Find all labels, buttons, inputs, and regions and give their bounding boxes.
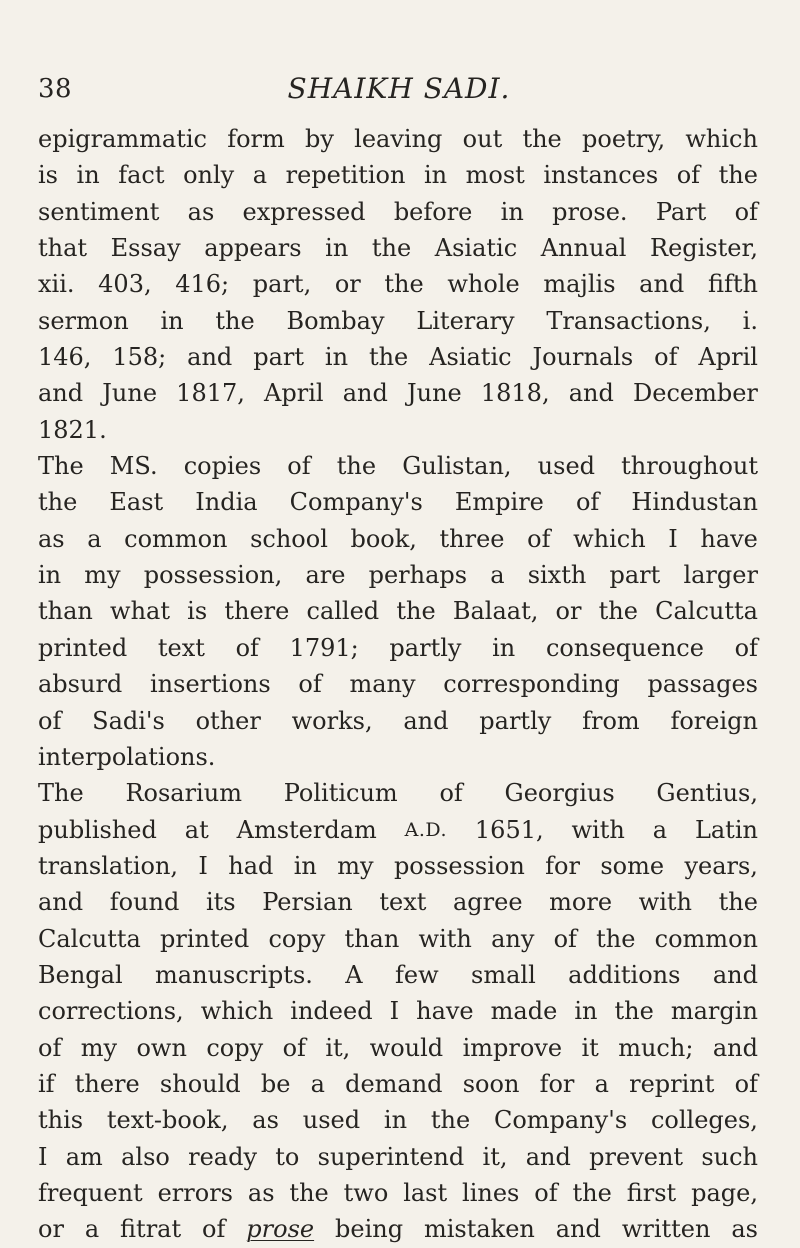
- word: which: [573, 524, 646, 553]
- word: copy: [268, 924, 326, 953]
- word: as: [187, 197, 215, 226]
- word: Asiatic: [434, 234, 518, 263]
- word: its: [205, 888, 236, 917]
- word: also: [121, 1142, 170, 1171]
- word: the: [38, 488, 78, 517]
- word: Journals: [532, 343, 634, 372]
- word: in: [383, 1106, 408, 1135]
- word: of: [202, 1215, 226, 1244]
- word: to: [275, 1142, 300, 1171]
- word: Calcutta: [655, 597, 758, 626]
- word: partly: [479, 706, 552, 735]
- word: in: [38, 561, 62, 590]
- word: before: [393, 197, 473, 226]
- word: December: [633, 379, 758, 408]
- word: Company's: [289, 488, 423, 517]
- word: is: [187, 597, 208, 626]
- word: Literary: [416, 306, 515, 335]
- text-line: [38, 339, 758, 375]
- word: part,: [252, 270, 312, 299]
- word: as: [38, 524, 65, 553]
- word: of: [575, 488, 600, 517]
- word: part: [253, 343, 304, 372]
- word: this: [38, 1106, 84, 1135]
- text-line: [38, 412, 758, 448]
- word: for: [545, 851, 580, 880]
- word: insertions: [150, 670, 271, 699]
- word: printed: [160, 924, 250, 953]
- word: soon: [462, 1069, 520, 1098]
- word: a: [594, 1069, 609, 1098]
- word: foreign: [670, 706, 758, 735]
- word: published: [38, 815, 157, 844]
- word: used: [302, 1106, 361, 1135]
- word: appears: [204, 234, 302, 263]
- word: text-book,: [106, 1106, 229, 1135]
- word: of: [553, 924, 577, 953]
- word: own: [136, 1033, 187, 1062]
- word: Persian: [262, 888, 353, 917]
- text-line: [38, 884, 758, 920]
- word: have: [700, 524, 758, 553]
- word: expressed: [242, 197, 366, 226]
- word: in: [500, 197, 524, 226]
- word: April: [698, 343, 758, 372]
- text-line: [38, 666, 758, 702]
- word: Calcutta: [38, 924, 141, 953]
- word: and: [187, 343, 233, 372]
- word: there: [224, 597, 290, 626]
- word: of: [298, 670, 322, 699]
- text-line: [38, 1211, 758, 1247]
- word: the: [718, 161, 758, 190]
- word: I: [668, 524, 678, 553]
- word: superintend: [317, 1142, 465, 1171]
- text-line: [38, 557, 758, 593]
- word: whole: [447, 270, 520, 299]
- word: the: [596, 924, 636, 953]
- word: there: [74, 1069, 140, 1098]
- word: partly: [389, 633, 462, 662]
- word: possession,: [143, 561, 283, 590]
- text-line: [38, 1102, 758, 1138]
- word: Bombay: [286, 306, 385, 335]
- word: of: [38, 706, 62, 735]
- text-line: [38, 521, 758, 557]
- word: part: [609, 561, 661, 590]
- word: if: [38, 1069, 55, 1098]
- word: manuscripts.: [155, 960, 313, 989]
- word: only: [183, 161, 235, 190]
- word: 146,: [38, 343, 92, 372]
- text-line: [38, 1066, 758, 1102]
- word: ready: [188, 1142, 258, 1171]
- text-line: [38, 812, 758, 848]
- word: A: [345, 960, 363, 989]
- word: what: [110, 597, 170, 626]
- word: prevent: [589, 1142, 684, 1171]
- word: by: [305, 125, 334, 153]
- word: repetition: [285, 161, 406, 190]
- word: epigrammatic: [38, 125, 207, 153]
- word: in: [423, 161, 448, 190]
- text-line: [38, 484, 758, 520]
- word: corrections,: [38, 997, 184, 1026]
- word: it,: [482, 1142, 508, 1171]
- word: passages: [647, 670, 758, 699]
- word: the: [289, 1178, 329, 1207]
- word: Empire: [454, 488, 544, 517]
- word: the: [368, 343, 409, 372]
- word: consequence: [545, 633, 704, 662]
- text-line: [38, 993, 758, 1029]
- word: of: [282, 1033, 306, 1062]
- word: of: [38, 1033, 62, 1062]
- word: with: [418, 924, 472, 953]
- word: frequent: [38, 1178, 143, 1207]
- word: and: [38, 379, 84, 408]
- word: and: [525, 1142, 571, 1171]
- word: East: [109, 488, 164, 517]
- word: poetry,: [582, 125, 666, 153]
- text-line: [38, 957, 758, 993]
- word: sixth: [527, 561, 587, 590]
- word: demand: [345, 1069, 443, 1098]
- word: absurd: [38, 670, 123, 699]
- word: my: [80, 1033, 118, 1062]
- word: and: [555, 1215, 601, 1244]
- text-line: [38, 194, 758, 230]
- word: first: [626, 1178, 677, 1207]
- word: of: [654, 343, 678, 372]
- word: which: [685, 125, 758, 153]
- word: corresponding: [443, 670, 620, 699]
- word: would: [369, 1033, 444, 1062]
- word: a: [252, 161, 268, 190]
- word: two: [343, 1178, 389, 1207]
- word: or: [555, 597, 582, 626]
- word: Register,: [650, 234, 758, 263]
- word: such: [701, 1142, 758, 1171]
- word: of: [676, 161, 701, 190]
- word: xii.: [38, 270, 75, 299]
- word: 416;: [175, 270, 230, 299]
- word: being: [335, 1215, 404, 1244]
- word: it,: [325, 1033, 351, 1062]
- word: most: [465, 161, 525, 190]
- word: larger: [683, 561, 758, 590]
- word: as: [731, 1215, 758, 1244]
- word: fifth: [707, 270, 758, 299]
- word: I: [198, 851, 208, 880]
- word: that: [38, 234, 88, 263]
- word: agree: [452, 888, 523, 917]
- word: the: [718, 888, 758, 917]
- word: few: [395, 960, 439, 989]
- word: a: [87, 524, 102, 553]
- word: form: [227, 125, 285, 153]
- word: Company's: [493, 1106, 628, 1135]
- running-head: SHAIKH SADI.: [287, 72, 511, 105]
- word: indeed: [290, 997, 373, 1026]
- word: in: [325, 234, 349, 263]
- word: Georgius: [504, 779, 615, 808]
- word: instances: [543, 161, 659, 190]
- word: than: [38, 597, 93, 626]
- word: sermon: [38, 306, 129, 335]
- word: June: [102, 379, 158, 408]
- word: additions: [568, 960, 681, 989]
- word: much;: [618, 1033, 694, 1062]
- word: MS.: [109, 452, 158, 481]
- word: in: [324, 343, 349, 372]
- word: as: [247, 1178, 275, 1207]
- word: Balaat,: [452, 597, 539, 626]
- text-line: [38, 230, 758, 266]
- word: the: [384, 270, 424, 299]
- word: common: [654, 924, 758, 953]
- text-line: [38, 630, 758, 666]
- word: Politicum: [283, 779, 398, 808]
- word: the: [572, 1178, 612, 1207]
- word: at: [184, 815, 209, 844]
- word: fitrat: [120, 1215, 182, 1244]
- word: text: [379, 888, 427, 917]
- word: small: [471, 960, 536, 989]
- word: lines: [462, 1178, 520, 1207]
- word: prose.: [552, 197, 628, 226]
- word: more: [549, 888, 613, 917]
- word: any: [491, 924, 535, 953]
- text-line: [38, 1030, 758, 1066]
- word: had: [228, 851, 274, 880]
- word: many: [349, 670, 416, 699]
- word: found: [109, 888, 180, 917]
- word: throughout: [621, 452, 758, 481]
- word: I: [38, 1142, 48, 1171]
- word: the: [430, 1106, 471, 1135]
- text-line: [38, 121, 758, 157]
- text-line: [38, 157, 758, 193]
- word: in: [293, 851, 317, 880]
- word: of: [534, 1178, 558, 1207]
- word: than: [344, 924, 400, 953]
- word: India: [195, 488, 258, 517]
- word: Gulistan,: [402, 452, 512, 481]
- word: The: [38, 779, 84, 808]
- word: the: [215, 306, 255, 335]
- text-line: [38, 848, 758, 884]
- word: The: [38, 452, 84, 481]
- word: three: [439, 524, 505, 553]
- word: should: [159, 1069, 241, 1098]
- word: works,: [291, 706, 373, 735]
- text-line: [38, 1139, 758, 1175]
- word: sentiment: [38, 197, 160, 226]
- word: Hindustan: [631, 488, 758, 517]
- word: which: [200, 997, 274, 1026]
- word: translation,: [38, 851, 179, 880]
- word: Asiatic: [429, 343, 512, 372]
- word: are: [305, 561, 346, 590]
- word: possession: [393, 851, 525, 880]
- text-line: [38, 448, 758, 484]
- word: 1818,: [480, 379, 550, 408]
- word: 1817,: [176, 379, 245, 408]
- word: of: [734, 633, 758, 662]
- word: of: [734, 197, 758, 226]
- word: in: [76, 161, 100, 190]
- word: Transactions,: [546, 306, 711, 335]
- word: in: [574, 997, 598, 1026]
- word: fact: [118, 161, 165, 190]
- word: and: [38, 888, 84, 917]
- word: 1821.: [38, 415, 107, 444]
- word: and: [639, 270, 685, 299]
- word: of: [287, 452, 311, 481]
- word: I: [389, 997, 400, 1026]
- word: have: [416, 997, 474, 1026]
- word: of: [734, 1069, 758, 1098]
- word: 403,: [98, 270, 152, 299]
- word: copies: [183, 452, 262, 481]
- word: and: [403, 706, 449, 735]
- word: with: [571, 815, 625, 844]
- word: interpolations.: [38, 742, 216, 771]
- word: majlis: [543, 270, 616, 299]
- word: last: [403, 1178, 448, 1207]
- word: made: [490, 997, 558, 1026]
- word: or: [38, 1215, 64, 1244]
- word: from: [582, 706, 640, 735]
- word: called: [306, 597, 380, 626]
- word: i.: [742, 306, 758, 335]
- word: some: [600, 851, 665, 880]
- text-line: [38, 1175, 758, 1211]
- word: it: [581, 1033, 599, 1062]
- word: 1651,: [474, 815, 544, 844]
- word: errors: [157, 1178, 233, 1207]
- word: out: [462, 125, 503, 153]
- word: leaving: [354, 125, 443, 153]
- word: for: [539, 1069, 575, 1098]
- word: and: [568, 379, 614, 408]
- word: and: [342, 379, 388, 408]
- word: in: [492, 633, 516, 662]
- word: in: [160, 306, 184, 335]
- word: book,: [350, 524, 417, 553]
- word: and: [712, 960, 758, 989]
- word: Amsterdam: [236, 815, 377, 844]
- word: Rosarium: [125, 779, 242, 808]
- page-number: 38: [38, 74, 73, 104]
- word: used: [537, 452, 596, 481]
- word: the: [614, 997, 654, 1026]
- word: or: [334, 270, 361, 299]
- word: June: [406, 379, 462, 408]
- word: a: [310, 1069, 325, 1098]
- word: the: [598, 597, 638, 626]
- word: the: [396, 597, 436, 626]
- word: Latin: [694, 815, 758, 844]
- text-line: [38, 303, 758, 339]
- word: April: [264, 379, 324, 408]
- word: page,: [691, 1178, 758, 1207]
- word: with: [638, 888, 692, 917]
- word: Gentius,: [656, 779, 758, 808]
- text-line: [38, 375, 758, 411]
- word: Part: [655, 197, 707, 226]
- word: the: [371, 234, 412, 263]
- word: be: [260, 1069, 291, 1098]
- word: margin: [670, 997, 758, 1026]
- word: the: [336, 452, 377, 481]
- word: printed: [38, 633, 128, 662]
- word: a: [84, 1215, 100, 1244]
- word: other: [195, 706, 261, 735]
- word: reprint: [629, 1069, 715, 1098]
- word: Essay: [110, 234, 181, 263]
- body-text: [38, 121, 758, 1248]
- text-line: [38, 775, 758, 811]
- word: am: [65, 1142, 103, 1171]
- word: school: [250, 524, 328, 553]
- word: the: [522, 125, 562, 153]
- word: prose: [246, 1215, 315, 1244]
- word: of: [235, 633, 259, 662]
- word: a: [490, 561, 505, 590]
- word: copy: [206, 1033, 264, 1062]
- word: 158;: [112, 343, 167, 372]
- word: of: [527, 524, 551, 553]
- word: and: [712, 1033, 758, 1062]
- word: colleges,: [650, 1106, 758, 1135]
- text-line: [38, 266, 758, 302]
- word: text: [157, 633, 205, 662]
- word: years,: [684, 851, 758, 880]
- word: A.D.: [404, 818, 448, 841]
- word: mistaken: [423, 1215, 535, 1244]
- word: a: [652, 815, 668, 844]
- text-line: [38, 593, 758, 629]
- word: is: [38, 161, 58, 190]
- word: Bengal: [38, 960, 123, 989]
- word: 1791;: [289, 633, 359, 662]
- text-line: [38, 921, 758, 957]
- word: as: [252, 1106, 279, 1135]
- word: Annual: [540, 234, 627, 263]
- word: Sadi's: [92, 706, 165, 735]
- word: perhaps: [368, 561, 468, 590]
- page-header: [38, 70, 760, 110]
- word: common: [124, 524, 228, 553]
- word: of: [439, 779, 463, 808]
- word: written: [621, 1215, 711, 1244]
- text-line: [38, 703, 758, 739]
- word: improve: [462, 1033, 563, 1062]
- text-line: [38, 739, 758, 775]
- word: my: [84, 561, 121, 590]
- word: my: [337, 851, 374, 880]
